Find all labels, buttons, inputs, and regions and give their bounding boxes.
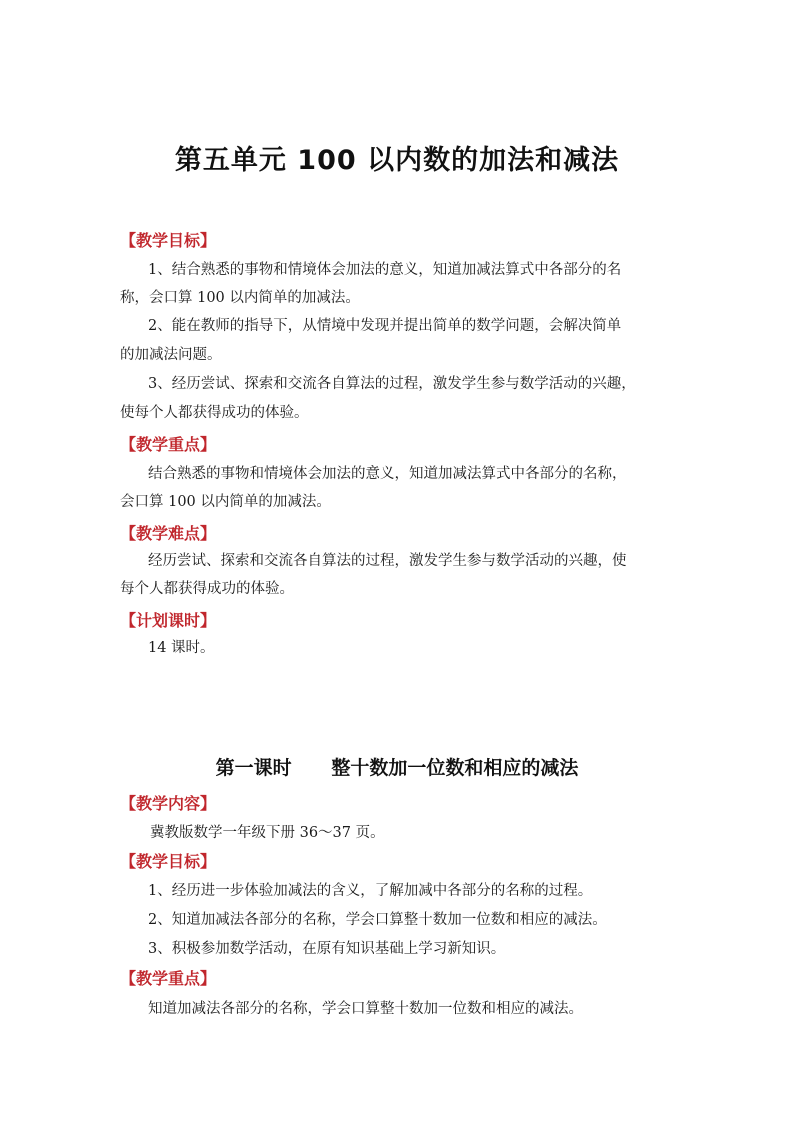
difficulty-heading: 【教学难点】 [120, 524, 217, 543]
teaching-goals-heading: 【教学目标】 [120, 231, 217, 250]
lesson-goal-1: 1、经历进一步体验加减法的含义，了解加减中各部分的名称的过程。 [148, 883, 593, 899]
planned-hours-text: 14 课时。 [148, 640, 215, 656]
difficulty-line-2: 每个人都获得成功的体验。 [120, 581, 294, 597]
lesson-goal-3: 3、积极参加数学活动，在原有知识基础上学习新知识。 [148, 941, 506, 957]
difficulty-line-1: 经历尝试、探索和交流各自算法的过程，激发学生参与数学活动的兴趣，使 [148, 553, 627, 569]
goal-2-line-2: 的加减法问题。 [120, 347, 222, 363]
lesson-1-title: 第一课时 整十数加一位数和相应的减法 [215, 757, 579, 779]
goal-3-line-2: 使每个人都获得成功的体验。 [120, 405, 309, 421]
lesson-content-heading: 【教学内容】 [120, 794, 217, 813]
goal-1-line-2: 称，会口算 100 以内简单的加减法。 [120, 290, 360, 306]
goal-1-line-1: 1、结合熟悉的事物和情境体会加法的意义，知道加减法算式中各部分的名 [148, 262, 622, 278]
lesson-key-points-text: 知道加减法各部分的名称，学会口算整十数加一位数和相应的减法。 [148, 1001, 583, 1017]
key-points-line-1: 结合熟悉的事物和情境体会加法的意义，知道加减法算式中各部分的名称， [148, 466, 627, 482]
goal-3-line-1: 3、经历尝试、探索和交流各自算法的过程，激发学生参与数学活动的兴趣， [148, 376, 636, 392]
key-points-line-2: 会口算 100 以内简单的加减法。 [120, 494, 331, 510]
lesson-key-points-heading: 【教学重点】 [120, 969, 217, 988]
lesson-goal-2: 2、知道加减法各部分的名称，学会口算整十数加一位数和相应的减法。 [148, 912, 607, 928]
lesson-content-text: 冀教版数学一年级下册 36～37 页。 [150, 825, 385, 841]
key-points-heading: 【教学重点】 [120, 435, 217, 454]
goal-2-line-1: 2、能在教师的指导下，从情境中发现并提出简单的数学问题，会解决简单 [148, 318, 622, 334]
unit-title: 第五单元 100 以内数的加法和减法 [174, 145, 620, 176]
planned-hours-heading: 【计划课时】 [120, 611, 217, 630]
lesson-goals-heading: 【教学目标】 [120, 852, 217, 871]
